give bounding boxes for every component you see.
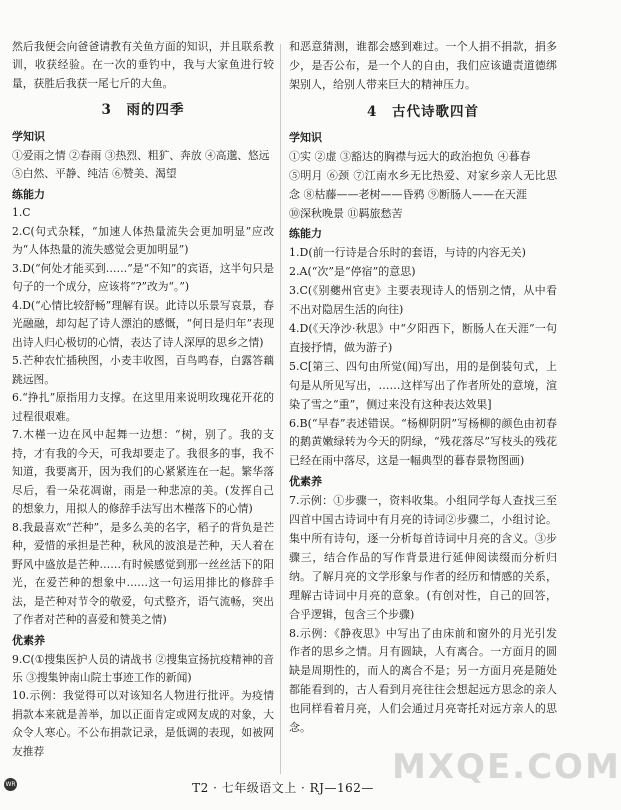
publisher-logo: WR (4, 778, 17, 791)
answer-item: 9.C(①搜集医护人员的请战书 ②搜集宣扬抗疫精神的音乐 ③搜集钟南山院士事迹工作的新闻) (12, 652, 274, 684)
answer-item: 5.C[第三、四句由所觉(闻)写出，用的是倒装句式，上句是从所见写出，……这样写出了作者所处的意境，渲染了雪之“重”，侧过来没有这种表达效果] (289, 359, 557, 411)
watermark: MXQE.COM (392, 747, 621, 787)
page-footer: T2 · 七年级语文上 · RJ—162— (192, 781, 374, 795)
heading-lian-nengli: 练能力 (12, 187, 45, 201)
answer-item: 6.B(“早春”表述错误。“杨柳阴阴”写杨柳的颜色由初春的鹅黄嫩绿转为今天的阴绿，“残花落尽”写枝头的残花已经在雨中落尽，这是一幅典型的暮春景物图画) (289, 416, 557, 468)
answer-item: 7.木槿一边在风中起舞一边想：“树，别了。我的支持，才有我的今天，可我却要走了。我很多的事，我不知道，我要离开，因为我们的心紧紧连在一起。繁华落尽后，看一朵花凋谢，雨是一种悲凉的美。(发挥自己的想象力，用拟人的修辞手法写出木槿落下的心情) (12, 428, 274, 516)
answer-item: 2.A(“次”是“停宿”的意思) (289, 265, 416, 279)
xue-line-2: ⑤明月 ⑥颈 ⑦江南水乡无比热爱、对家乡亲人无比思念 ⑧枯藤——老树——昏鸦 ⑨断肠人——在天涯 (289, 168, 557, 201)
column-divider (280, 44, 281, 774)
answer-item: 8.我最喜欢“芒种”，是多么美的名字，稻子的背负是芒种，爱惜的承担是芒种，秋风的波浪是芒种，天人着在野风中盛放是芒种……有时候感觉到那一丝丝活下的阳光，在爱芒种的想象中……这一句运用排比的修辞手法，是芒种对节令的敬爱，句式整齐，语气流畅，突出了作者对芒种的喜爱和赞美之情) (12, 520, 274, 627)
section-title-3: 3 雨的四季 (101, 102, 185, 119)
xue-line-3: ⑩深秋晚景 ⑪羁旅愁苦 (289, 206, 403, 220)
left-intro: 然后我便会向爸爸请教有关鱼方面的知识，并且联系教训，收获经验。在一次的垂钓中，我与大家鱼进行较量，获胜后我获一尾七斤的大鱼。 (12, 40, 274, 90)
answer-item: 10.示例：我觉得可以对该知名人物进行批评。为疫情捐款本来就是善举，加以正面肯定或网友成的对象，大众令人寒心。不公布捐款记录，是低调的表现，如被网友推荐 (12, 689, 274, 758)
right-column (289, 38, 557, 738)
left-column (12, 38, 274, 761)
heading-lian-nengli: 练能力 (289, 227, 322, 241)
heading-you-suyang: 优素养 (289, 475, 322, 489)
section-title-4: 4 古代诗歌四首 (367, 103, 479, 120)
answer-item: 3.D(“何处才能买到……”是“不知”的宾语，这半句只是句子的一个成分，应该将“?”改为“。”) (12, 261, 274, 294)
heading-xue-zhishi: 学知识 (289, 130, 322, 144)
xue-line-1: ①爱雨之情 ②春雨 ③热烈、粗犷、奔放 ④高邈、悠远 (12, 148, 270, 162)
answer-item: 4.D(“心情比较舒畅”理解有误。此诗以乐景写哀景，春光融融，却勾起了诗人漂泊的感慨，“何日是归年”表现出诗人归心极切的心情，表达了诗人深厚的思乡之情) (12, 298, 274, 349)
answer-item: 4.D(《天净沙·秋思》中“夕阳西下，断肠人在天涯”一句直接抒情，做为游子) (289, 322, 557, 354)
xue-line-2: ⑤白然、平静、纯洁 ⑥赞美、渴望 (12, 167, 177, 181)
answer-item: 8.示例：《静夜思》中写出了由床前和窗外的月光引发作者的思乡之情。月有圆缺，人有离合。一方面月的圆缺是周期性的，而人的离合不是；另一方面月亮是随处都能看到的，古人看到月亮往往会想起远方思念的亲人也同样看着月亮，人们会通过月亮寄托对远方亲人的思念。 (289, 626, 557, 735)
answer-item: 5.芒种农忙插秧图，小麦丰收图，百鸟鸣春，白露答藕跳远图。 (12, 354, 274, 386)
answer-item: 7.示例：①步骤一，资料收集。小组同学每人查找三至四首中国古诗词中有月亮的诗词②步骤二，小组讨论。集中所有诗句，逐一分析每首诗词中月亮的含义。③步骤三，结合作品的写作背景进行延伸阅读缀而分析归纳。了解月亮的文学形象与作者的经历和情感的关系，理解古诗词中月亮的意象。(有创对性，自己的回答，合乎逻辑，包含三个步骤) (289, 494, 557, 621)
heading-you-suyang: 优素养 (12, 633, 45, 647)
answer-item: 1.D(前一行诗是合乐时的套语，与诗的内容无关) (289, 246, 526, 260)
xue-line-1: ①实 ②虚 ③豁达的胸襟与远大的政治抱负 ④暮春 (289, 149, 531, 163)
right-intro: 和恶意猜测，谁都会感到难过。一个人捐不捐款，捐多少，是否公布，是一个人的自由，我们应该谴责道德绑架别人，给别人带来巨大的精神压力。 (289, 40, 557, 91)
heading-xue-zhishi: 学知识 (12, 129, 45, 143)
answer-item: 3.C(《别夔州官吏》主要表现诗人的悟别之情，从中看不出对隐居生活的向往) (289, 284, 557, 317)
answer-item: 1.C (12, 206, 31, 220)
answer-item: 6.“挣扎”原指用力支撑。在这里用来说明玫瑰花开花的过程很艰难。 (12, 391, 274, 423)
answer-item: 2.C(句式杂糅，“加速人体热量流失会更加明显”应改为“人体热量的流失感觉会更加明显”) (12, 224, 274, 257)
